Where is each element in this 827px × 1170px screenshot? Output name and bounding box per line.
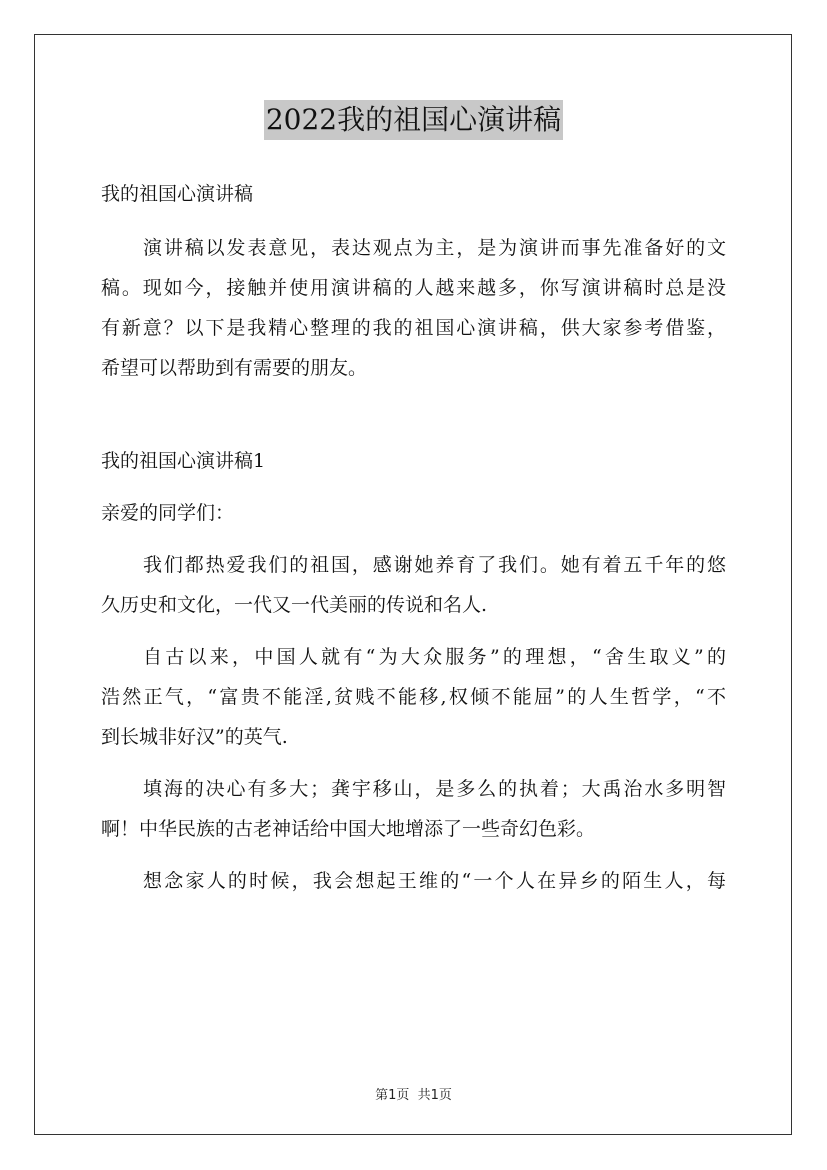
- intro-paragraph: [101, 228, 726, 388]
- paragraph-line: 稿。现如今，接触并使用演讲稿的人越来越多，你写演讲稿时总是没: [101, 277, 726, 299]
- document-title: 2022我的祖国心演讲稿: [264, 100, 563, 140]
- paragraph-line: 填海的决心有多大；龚宇移山，是多么的执着；大禹治水多明智: [143, 778, 726, 800]
- document-body: [101, 174, 726, 901]
- paragraph-line: 我们都热爱我们的祖国，感谢她养育了我们。她有着五千年的悠: [143, 554, 726, 576]
- section-heading: 我的祖国心演讲稿1: [101, 450, 266, 472]
- paragraph-line: 想念家人的时候，我会想起王维的“一个人在异乡的陌生人，每: [143, 870, 726, 892]
- paragraph-3: [101, 769, 726, 849]
- paragraph-4: [101, 861, 726, 901]
- paragraph-line: 浩然正气，“富贵不能淫,贫贱不能移,权倾不能屈”的人生哲学，“不: [101, 686, 726, 708]
- page-number-footer: 第1页 共1页: [375, 1088, 452, 1103]
- paragraph-line: 自古以来，中国人就有“为大众服务”的理想，“舍生取义”的: [143, 646, 726, 668]
- paragraph-line: 到长城非好汉”的英气.: [101, 726, 288, 748]
- paragraph-line: 演讲稿以发表意见，表达观点为主，是为演讲而事先准备好的文: [143, 237, 726, 259]
- paragraph-1: [101, 545, 726, 625]
- paragraph-line: 啊！中华民族的古老神话给中国大地增添了一些奇幻色彩。: [101, 818, 596, 840]
- paragraph-line: 希望可以帮助到有需要的朋友。: [101, 357, 368, 379]
- greeting: 亲爱的同学们：: [101, 502, 235, 524]
- subtitle: 我的祖国心演讲稿: [101, 183, 254, 205]
- paragraph-line: 久历史和文化，一代又一代美丽的传说和名人.: [101, 594, 488, 616]
- paragraph-line: 有新意？以下是我精心整理的我的祖国心演讲稿，供大家参考借鉴，: [101, 317, 726, 339]
- paragraph-2: [101, 637, 726, 757]
- title-container: [0, 100, 827, 140]
